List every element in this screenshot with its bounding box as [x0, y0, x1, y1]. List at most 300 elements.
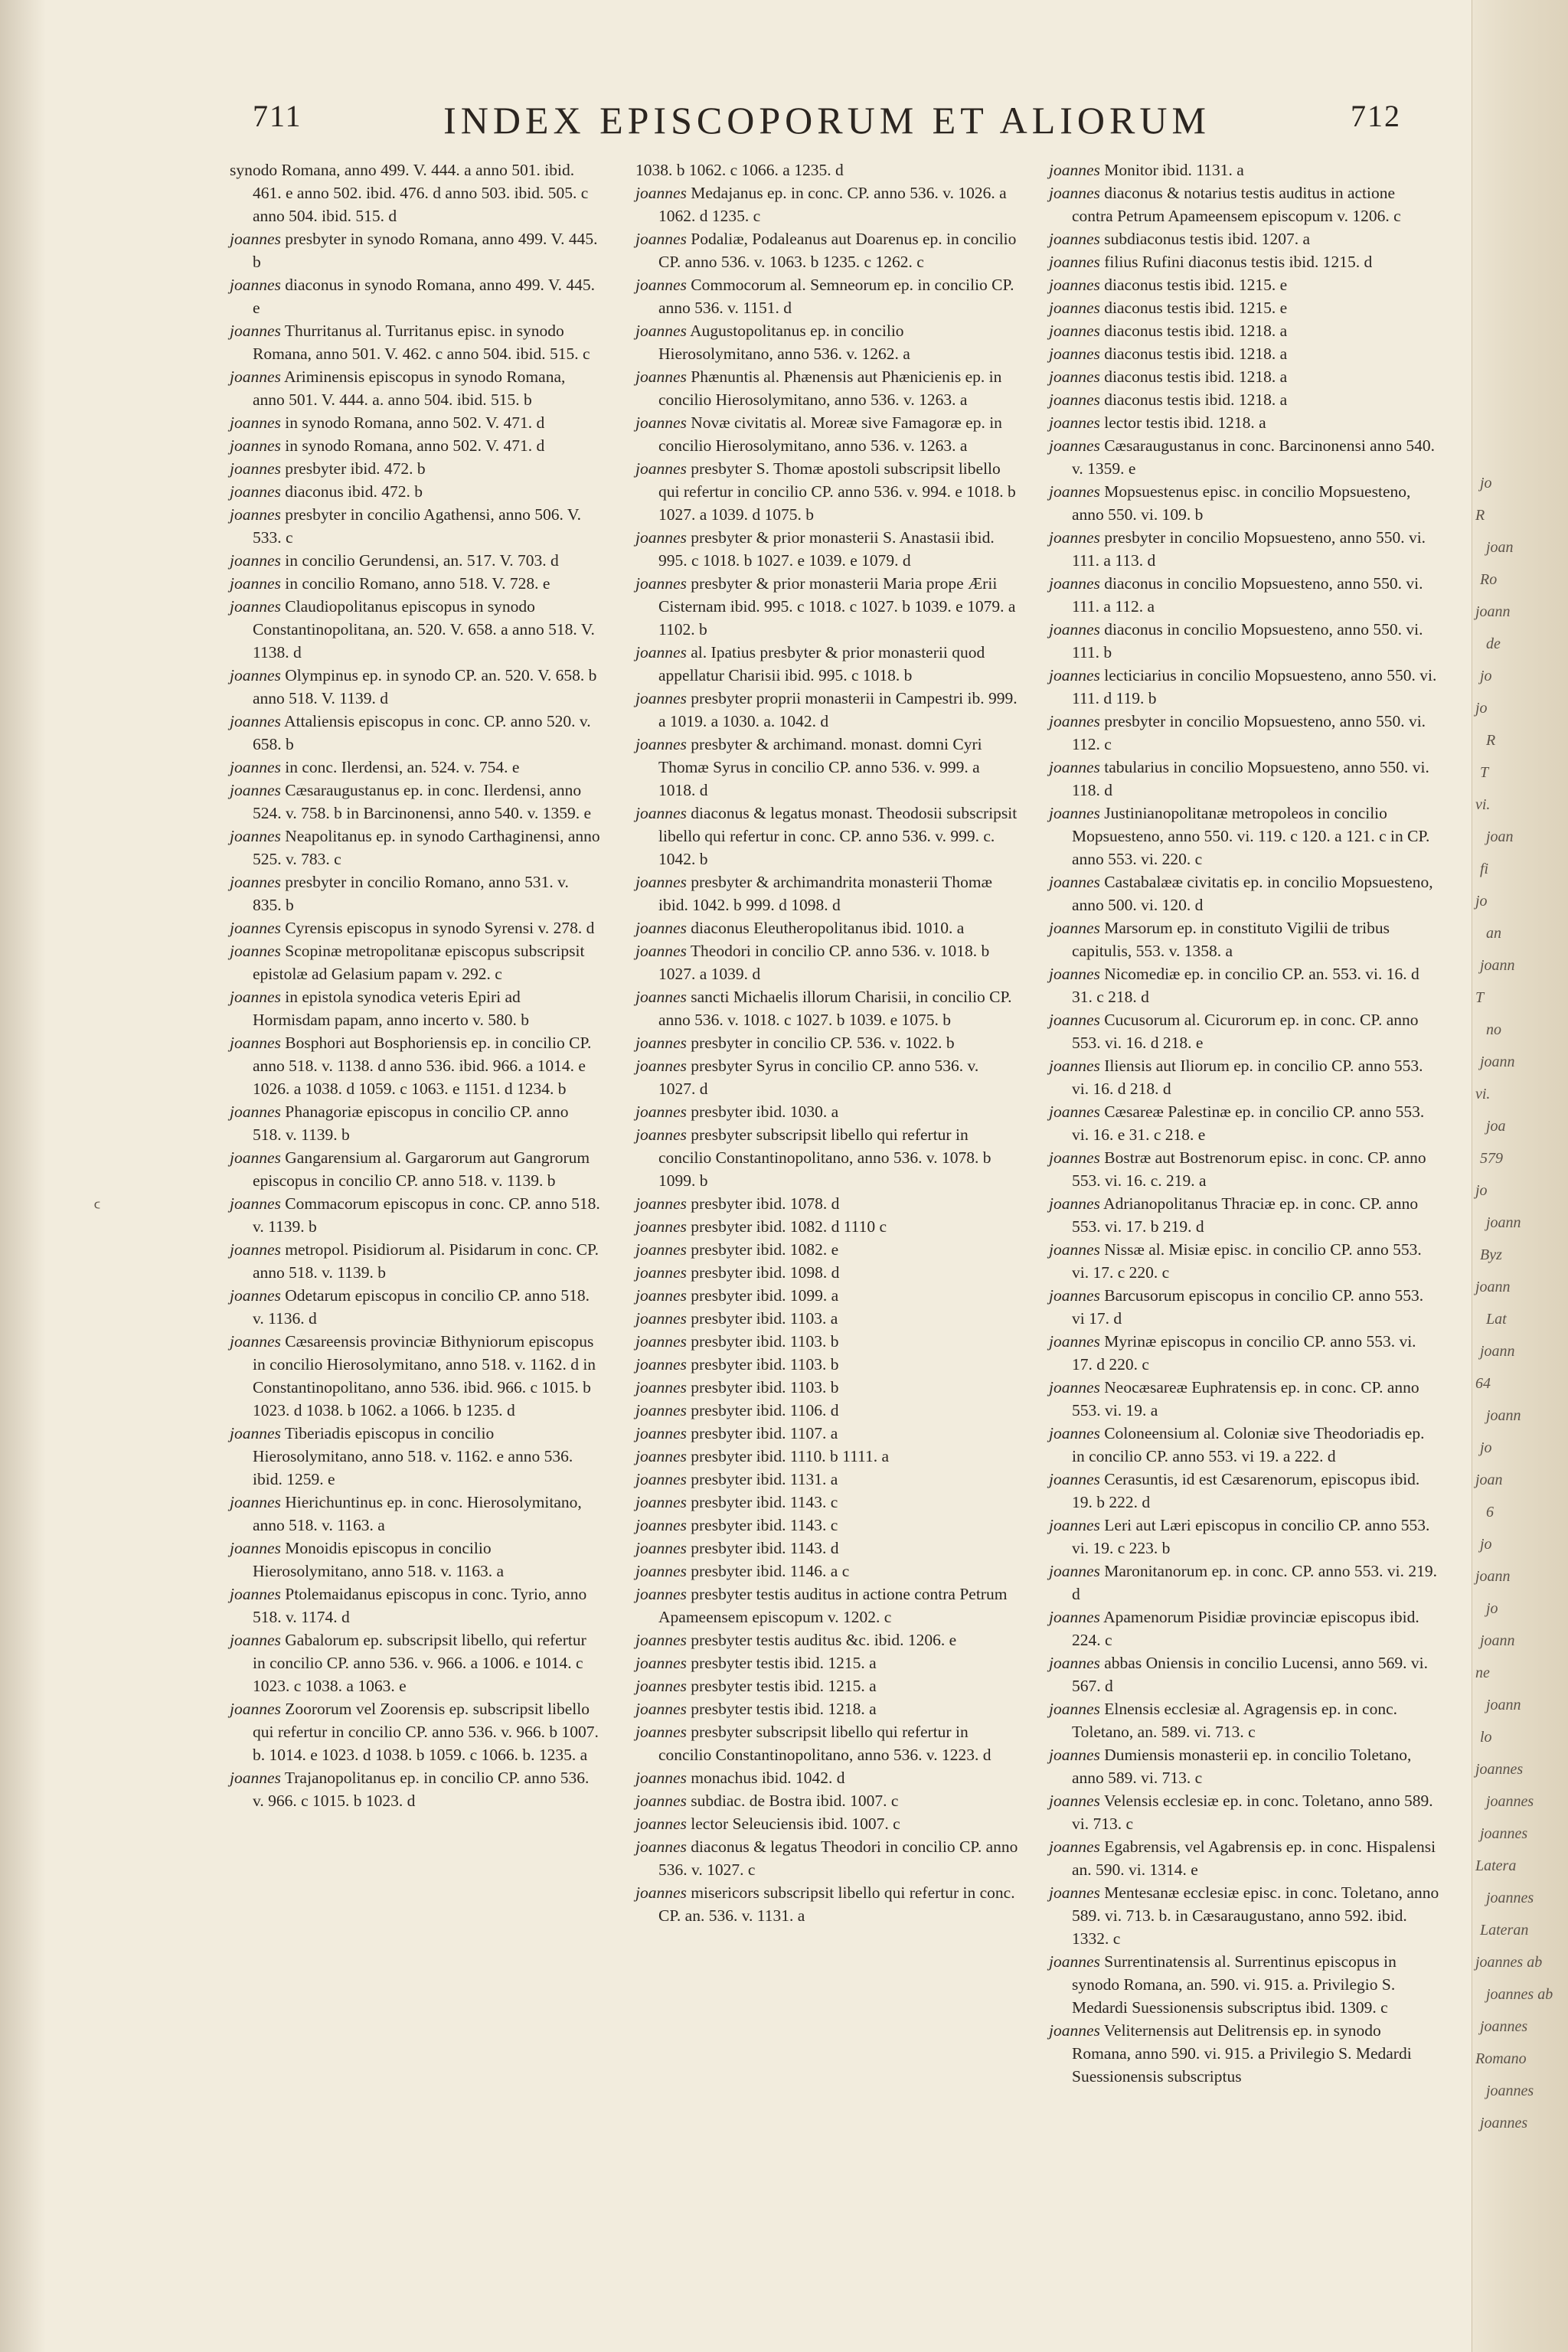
index-entry [1049, 802, 1439, 871]
index-entry [230, 319, 601, 365]
entry-text: presbyter ibid. 1146. a c [691, 1562, 850, 1580]
index-entry [1049, 1376, 1439, 1422]
index-entry [230, 664, 601, 710]
entry-headword: joannes [230, 1286, 281, 1305]
entry-text: presbyter in concilio CP. 536. v. 1022. b [691, 1034, 955, 1052]
entry-headword: joannes [635, 735, 687, 753]
index-entry [230, 916, 601, 939]
index-entry [230, 1146, 601, 1192]
entry-text: presbyter ibid. 472. b [285, 459, 426, 478]
entry-headword: joannes [230, 1194, 281, 1213]
index-entry [635, 733, 1018, 802]
entry-headword: joannes [230, 1631, 281, 1649]
adjacent-page-fragment: vi. [1475, 796, 1491, 813]
adjacent-page-fragment: ne [1475, 1664, 1490, 1681]
entry-text: Cæsaraugustanus ep. in conc. Ilerdensi, anno 524. v. 758. b in Barcinonensi, anno 540. v. 1359. e [253, 781, 592, 822]
entry-text: diaconus Eleutheropolitanus ibid. 1010. a [691, 919, 965, 937]
entry-headword: joannes [1049, 299, 1100, 317]
index-entry [1049, 365, 1439, 388]
entry-text: presbyter in synodo Romana, anno 499. V. 445. b [253, 230, 598, 271]
index-entry [635, 1651, 1018, 1674]
entry-text: presbyter ibid. 1110. b 1111. a [691, 1447, 890, 1465]
entry-headword: joannes [1049, 345, 1100, 363]
entry-headword: joannes [635, 459, 687, 478]
entry-text: Apamenorum Pisidiæ provinciæ episcopus ibid. 224. c [1072, 1608, 1419, 1649]
index-entry [230, 1284, 601, 1330]
entry-text: diaconus testis ibid. 1218. a [1104, 345, 1288, 363]
adjacent-page-fragment: lo [1480, 1729, 1492, 1746]
index-entry [1049, 342, 1439, 365]
index-entry [1049, 319, 1439, 342]
entry-text: Commacorum episcopus in conc. CP. anno 518. v. 1139. b [253, 1194, 600, 1236]
adjacent-page-fragment: Ro [1480, 571, 1498, 588]
index-entry [635, 526, 1018, 572]
adjacent-page-fragment: joa [1486, 1118, 1506, 1135]
index-entry [635, 1330, 1018, 1353]
index-entry [1049, 388, 1439, 411]
entry-headword: joannes [635, 1447, 687, 1465]
entry-text: presbyter testis auditus in actione contra Petrum Apameensem episcopum v. 1202. c [658, 1585, 1008, 1626]
index-entry [635, 1468, 1018, 1491]
index-entry [1049, 158, 1439, 181]
entry-headword: joannes [1049, 390, 1100, 409]
entry-headword: joannes [230, 1332, 281, 1351]
index-entry [230, 549, 601, 572]
entry-headword: joannes [230, 1034, 281, 1052]
entry-text: Adrianopolitanus Thraciæ ep. in conc. CP. anno 553. vi. 17. b 219. d [1072, 1194, 1419, 1236]
index-entry [635, 985, 1018, 1031]
index-entry [635, 1284, 1018, 1307]
adjacent-page-fragment: joannes [1480, 1825, 1528, 1842]
index-entry [230, 572, 601, 595]
entry-headword: joannes [230, 1424, 281, 1442]
entry-headword: joannes [635, 1700, 687, 1718]
index-entry [1049, 1284, 1439, 1330]
entry-text: presbyter ibid. 1078. d [691, 1194, 840, 1213]
entry-headword: joannes [1049, 1654, 1100, 1672]
entry-headword: joannes [635, 230, 687, 248]
entry-headword: joannes [230, 873, 281, 891]
adjacent-page-fragment: joann [1480, 957, 1515, 974]
index-entry [230, 227, 601, 273]
index-entry [230, 1583, 601, 1628]
entry-headword: joannes [635, 1194, 687, 1213]
entry-text: diaconus in synodo Romana, anno 499. V. 445. e [253, 276, 595, 317]
entry-headword: joannes [635, 804, 687, 822]
index-entry [635, 802, 1018, 871]
entry-text: presbyter & prior monasterii S. Anastasii ibid. 995. c 1018. b 1027. e 1039. e 1079. d [658, 528, 995, 570]
adjacent-page-fragment: joannes ab [1486, 1986, 1553, 2003]
entry-text: Neocæsareæ Euphratensis ep. in conc. CP. anno 553. vi. 19. a [1072, 1378, 1419, 1419]
adjacent-page-fragment: T [1480, 764, 1489, 781]
index-entry [1049, 1054, 1439, 1100]
adjacent-page-fragment: Lateran [1480, 1922, 1529, 1939]
entry-headword: joannes [1049, 368, 1100, 386]
entry-headword: joannes [635, 1516, 687, 1534]
index-entry [1049, 1743, 1439, 1789]
entry-text: Maronitanorum ep. in conc. CP. anno 553. vi. 219. d [1072, 1562, 1437, 1603]
index-entry [635, 1812, 1018, 1835]
adjacent-page-fragment: joann [1480, 1632, 1515, 1649]
adjacent-page-fragment: joann [1480, 1054, 1515, 1070]
adjacent-page-fragment: joan [1486, 828, 1514, 845]
entry-headword: joannes [635, 1309, 687, 1328]
index-entry [635, 1422, 1018, 1445]
entry-text: presbyter in concilio Romano, anno 531. v. 835. b [253, 873, 569, 914]
adjacent-page-fragment: joann [1486, 1407, 1521, 1424]
entry-text: diaconus testis ibid. 1218. a [1104, 368, 1288, 386]
index-entry [1049, 1950, 1439, 2019]
index-entry [1049, 1008, 1439, 1054]
entry-text: Odetarum episcopus in concilio CP. anno 518. v. 1136. d [253, 1286, 590, 1328]
entry-headword: joannes [230, 1769, 281, 1787]
index-entry [635, 1491, 1018, 1514]
adjacent-page-fragment: joann [1475, 1279, 1511, 1295]
index-entry [230, 756, 601, 779]
index-entry [1049, 1606, 1439, 1651]
entry-text: Phanagoriæ episcopus in concilio CP. anno 518. v. 1139. b [253, 1102, 569, 1144]
entry-text: Commocorum al. Semneorum ep. in concilio CP. anno 536. v. 1151. d [658, 276, 1014, 317]
entry-text: Thurritanus al. Turritanus episc. in synodo Romana, anno 501. V. 462. c anno 504. ibid. 515. c [253, 322, 590, 363]
entry-text: lector Seleuciensis ibid. 1007. c [691, 1815, 900, 1833]
entry-headword: joannes [635, 1102, 687, 1121]
entry-text: presbyter ibid. 1030. a [691, 1102, 839, 1121]
index-entry [1049, 1146, 1439, 1192]
index-entry [230, 480, 601, 503]
index-entry [230, 595, 601, 664]
index-entry [635, 1238, 1018, 1261]
entry-text: Gangarensium al. Gargarorum aut Gangrorum episcopus in concilio CP. anno 518. v. 1139. b [253, 1148, 590, 1190]
entry-headword: joannes [1049, 574, 1100, 593]
adjacent-page-fragment: joannes ab [1475, 1954, 1543, 1971]
entry-text: diaconus testis ibid. 1215. e [1104, 299, 1288, 317]
adjacent-page-fragment: joannes [1486, 1793, 1534, 1810]
index-entry [1049, 1697, 1439, 1743]
entry-headword: joannes [635, 1883, 687, 1902]
index-entry [230, 365, 601, 411]
entry-text: diaconus & legatus monast. Theodosii subscripsit libello qui refertur in conc. CP. anno 536. v. 999. c. 1042. b [658, 804, 1018, 868]
index-entry [635, 1445, 1018, 1468]
index-entry [635, 641, 1018, 687]
index-entry [635, 1100, 1018, 1123]
entry-text: abbas Oniensis in concilio Lucensi, anno 569. vi. 567. d [1072, 1654, 1429, 1695]
entry-headword: joannes [1049, 873, 1100, 891]
entry-headword: joannes [230, 1240, 281, 1259]
entry-headword: joannes [230, 459, 281, 478]
index-entry [230, 825, 601, 871]
index-entry [230, 503, 601, 549]
entry-text: filius Rufini diaconus testis ibid. 1215. d [1104, 253, 1373, 271]
entry-text: Castabalææ civitatis ep. in concilio Mopsuesteno, anno 500. vi. 120. d [1072, 873, 1433, 914]
entry-headword: joannes [230, 505, 281, 524]
entry-text: Egabrensis, vel Agabrensis ep. in conc. Hispalensi an. 590. vi. 1314. e [1072, 1838, 1436, 1879]
entry-headword: joannes [635, 1562, 687, 1580]
entry-text: presbyter ibid. 1082. e [691, 1240, 839, 1259]
entry-headword: joannes [635, 1723, 687, 1741]
index-entry [1049, 1835, 1439, 1881]
index-entry [1049, 962, 1439, 1008]
entry-text: Podaliæ, Podaleanus aut Doarenus ep. in concilio CP. anno 536. v. 1063. b 1235. c 1262. c [658, 230, 1017, 271]
index-entry [635, 871, 1018, 916]
index-entry [635, 1353, 1018, 1376]
index-entry [635, 1881, 1018, 1927]
index-entry [635, 1583, 1018, 1628]
entry-headword: joannes [230, 230, 281, 248]
adjacent-page-fragment: jo [1480, 1536, 1492, 1553]
entry-text: in epistola synodica veteris Epiri ad Hormisdam papam, anno incerto v. 580. b [253, 988, 530, 1029]
entry-headword: joannes [1049, 1194, 1100, 1213]
index-entry [1049, 227, 1439, 250]
entry-headword: joannes [635, 1332, 687, 1351]
entry-text: lecticiarius in concilio Mopsuesteno, anno 550. vi. 111. d 119. b [1072, 666, 1437, 707]
adjacent-page-fragment: joann [1475, 603, 1511, 620]
running-title: INDEX EPISCOPORUM ET ALIORUM [443, 99, 1210, 142]
index-entry [1049, 871, 1439, 916]
entry-text: in conc. Ilerdensi, an. 524. v. 754. e [285, 758, 520, 776]
index-entry [230, 1031, 601, 1100]
index-entry [1049, 181, 1439, 227]
index-entry [230, 939, 601, 985]
entry-text: presbyter ibid. 1103. b [691, 1378, 839, 1396]
entry-text: presbyter ibid. 1143. c [691, 1493, 838, 1511]
entry-text: monachus ibid. 1042. d [691, 1769, 845, 1787]
entry-headword: joannes [635, 1057, 687, 1075]
adjacent-page-fragment: jo [1475, 700, 1488, 717]
entry-headword: joannes [1049, 1057, 1100, 1075]
margin-mark: ᑦ [93, 1199, 101, 1218]
adjacent-page-fragment: Latera [1475, 1857, 1517, 1874]
index-entry [635, 227, 1018, 273]
entry-text: Cæsareensis provinciæ Bithyniorum episcopus in concilio Hierosolymitano, anno 518. v. 1162. d in Constantinopolitano, anno 536. ibid. 966. c 1015. b 1023. d 1038. b 1062. a 1066. b 1235. d [253, 1332, 596, 1419]
entry-text: presbyter in concilio Mopsuesteno, anno 550. vi. 112. c [1072, 712, 1426, 753]
adjacent-page-fragment: Romano [1475, 2050, 1527, 2067]
index-entry [635, 1031, 1018, 1054]
entry-headword: joannes [1049, 1700, 1100, 1718]
adjacent-page-fragments [1472, 0, 1568, 2352]
index-entry [1049, 1514, 1439, 1560]
entry-text: sancti Michaelis illorum Charisii, in concilio CP. anno 536. v. 1018. c 1027. b 1039. e 1075. b [658, 988, 1012, 1029]
entry-headword: joannes [230, 413, 281, 432]
entry-text: presbyter S. Thomæ apostoli subscripsit libello qui refertur in concilio CP. anno 536. v. 994. e 1018. b 1027. a 1039. d 1075. b [658, 459, 1016, 524]
entry-text: Mopsuestenus episc. in concilio Mopsuesteno, anno 550. vi. 109. b [1072, 482, 1411, 524]
entry-headword: joannes [635, 1654, 687, 1672]
entry-text: presbyter ibid. 1082. d 1110 c [691, 1217, 887, 1236]
entry-text: Justinianopolitanæ metropoleos in concilio Mopsuesteno, anno 550. vi. 119. c 120. a 121. c in CP. anno 553. vi. 220. c [1072, 804, 1430, 868]
entry-text: presbyter ibid. 1131. a [691, 1470, 838, 1488]
entry-text: Augustopolitanus ep. in concilio Hierosolymitano, anno 536. v. 1262. a [658, 322, 910, 363]
page-header [253, 98, 1401, 159]
entry-headword: joannes [1049, 1838, 1100, 1856]
adjacent-page-fragment: jo [1486, 1600, 1498, 1617]
entry-headword: joannes [1049, 1608, 1100, 1626]
index-entry [635, 1697, 1018, 1720]
entry-headword: joannes [1049, 230, 1100, 248]
adjacent-page-fragment: fi [1480, 861, 1489, 877]
entry-headword: joannes [230, 482, 281, 501]
entry-headword: joannes [1049, 436, 1100, 455]
index-entry [635, 1261, 1018, 1284]
entry-text: Neapolitanus ep. in synodo Carthaginensi, anno 525. v. 783. c [253, 827, 600, 868]
index-entry [230, 273, 601, 319]
entry-headword: joannes [1049, 712, 1100, 730]
entry-headword: joannes [1049, 1424, 1100, 1442]
entry-headword: joannes [1049, 1516, 1100, 1534]
index-entry [635, 365, 1018, 411]
left-page-number: 711 [253, 99, 302, 133]
index-entry [230, 1697, 601, 1766]
adjacent-page-fragment: jo [1480, 668, 1492, 684]
entry-headword: joannes [1049, 1746, 1100, 1764]
index-entry [635, 1720, 1018, 1766]
index-entry [230, 779, 601, 825]
entry-headword: joannes [635, 1424, 687, 1442]
index-entry [1049, 1560, 1439, 1606]
index-column-2 [635, 158, 1018, 1927]
index-entry [1049, 1330, 1439, 1376]
entry-text: presbyter & archimandrita monasterii Thomæ ibid. 1042. b 999. d 1098. d [658, 873, 992, 914]
index-entry [1049, 572, 1439, 618]
entry-text: presbyter proprii monasterii in Campestri ib. 999. a 1019. a 1030. a. 1042. d [658, 689, 1018, 730]
index-entry [635, 1307, 1018, 1330]
entry-text: misericors subscripsit libello qui refertur in conc. CP. an. 536. v. 1131. a [658, 1883, 1015, 1925]
entry-headword: joannes [230, 1585, 281, 1603]
entry-text: Medajanus ep. in conc. CP. anno 536. v. 1026. a 1062. d 1235. c [658, 184, 1007, 225]
entry-text: Elnensis ecclesiæ al. Agragensis ep. in conc. Toletano, an. 589. vi. 713. c [1072, 1700, 1397, 1741]
entry-text: synodo Romana, anno 499. V. 444. a anno 501. ibid. 461. e anno 502. ibid. 476. d anno 503. ibid. 505. c anno 504. ibid. 515. d [230, 161, 589, 225]
entry-text: Cæsaraugustanus in conc. Barcinonensi anno 540. v. 1359. e [1072, 436, 1435, 478]
index-entry [635, 1835, 1018, 1881]
entry-text: presbyter testis ibid. 1218. a [691, 1700, 877, 1718]
entry-headword: joannes [635, 1355, 687, 1374]
entry-headword: joannes [1049, 620, 1100, 639]
entry-text: Bostræ aut Bostrenorum episc. in conc. CP. anno 553. vi. 16. c. 219. a [1072, 1148, 1426, 1190]
entry-headword: joannes [230, 712, 281, 730]
adjacent-page-fragment: R [1475, 507, 1485, 524]
entry-headword: joannes [635, 1401, 687, 1419]
index-entry [230, 158, 601, 227]
index-entry [230, 1491, 601, 1537]
entry-text: al. Ipatius presbyter & prior monasterii quod appellatur Charisii ibid. 995. c 1018. b [658, 643, 985, 684]
entry-text: presbyter testis auditus &c. ibid. 1206. e [691, 1631, 957, 1649]
index-entry [230, 871, 601, 916]
adjacent-page-fragment: joannes [1480, 2018, 1528, 2035]
entry-headword: joannes [1049, 1792, 1100, 1810]
entry-headword: joannes [230, 368, 281, 386]
entry-headword: joannes [1049, 1562, 1100, 1580]
entry-text: Theodori in concilio CP. anno 536. v. 1018. b 1027. a 1039. d [658, 942, 990, 983]
entry-headword: joannes [1049, 1240, 1100, 1259]
entry-headword: joannes [1049, 804, 1100, 822]
adjacent-page-fragment: joan [1486, 539, 1514, 556]
entry-text: presbyter ibid. 1143. d [691, 1539, 839, 1557]
adjacent-page-fragment: no [1486, 1021, 1501, 1038]
entry-text: Trajanopolitanus ep. in concilio CP. anno 536. v. 966. c 1015. b 1023. d [253, 1769, 590, 1810]
adjacent-page-fragment: joannes [1475, 1761, 1524, 1778]
index-entry [1049, 1881, 1439, 1950]
entry-headword: joannes [1049, 1378, 1100, 1396]
index-entry [635, 1628, 1018, 1651]
entry-text: Veliternensis aut Delitrensis ep. in synodo Romana, anno 590. vi. 915. a Privilegio S. Medardi Suessionensis subscriptus [1072, 2021, 1412, 2086]
index-entry [635, 158, 1018, 181]
adjacent-page-fragment: 64 [1475, 1375, 1491, 1392]
entry-headword: joannes [635, 1034, 687, 1052]
adjacent-page-fragment: de [1486, 635, 1501, 652]
index-entry [1049, 1468, 1439, 1514]
index-entry [635, 319, 1018, 365]
entry-headword: joannes [635, 528, 687, 547]
entry-headword: joannes [230, 988, 281, 1006]
entry-headword: joannes [635, 322, 687, 340]
index-entry [230, 1330, 601, 1422]
entry-text: Mentesanæ ecclesiæ episc. in conc. Toletano, anno 589. vi. 713. b. in Cæsaraugustano, anno 592. ibid. 1332. c [1072, 1883, 1439, 1948]
entry-headword: joannes [635, 413, 687, 432]
entry-headword: joannes [635, 1240, 687, 1259]
index-entry [1049, 434, 1439, 480]
entry-text: diaconus in concilio Mopsuesteno, anno 550. vi. 111. b [1072, 620, 1423, 662]
entry-headword: joannes [635, 1769, 687, 1787]
entry-text: presbyter ibid. 1103. a [691, 1309, 838, 1328]
entry-headword: joannes [635, 689, 687, 707]
index-entry [635, 1789, 1018, 1812]
entry-text: diaconus ibid. 472. b [285, 482, 423, 501]
index-entry [230, 985, 601, 1031]
entry-headword: joannes [230, 1102, 281, 1121]
index-entry [1049, 480, 1439, 526]
index-entry [635, 1766, 1018, 1789]
entry-headword: joannes [635, 574, 687, 593]
entry-text: diaconus & notarius testis auditus in actione contra Petrum Apameensem episcopum v. 1206. c [1072, 184, 1401, 225]
entry-headword: joannes [1049, 965, 1100, 983]
entry-headword: joannes [635, 1585, 687, 1603]
entry-text: presbyter in concilio Agathensi, anno 506. V. 533. c [253, 505, 582, 547]
entry-headword: joannes [635, 942, 687, 960]
adjacent-page-fragment: joan [1475, 1472, 1503, 1488]
entry-text: Ptolemaidanus episcopus in conc. Tyrio, anno 518. v. 1174. d [253, 1585, 587, 1626]
entry-headword: joannes [230, 1539, 281, 1557]
entry-text: presbyter Syrus in concilio CP. anno 536. v. 1027. d [658, 1057, 979, 1098]
entry-text: presbyter testis ibid. 1215. a [691, 1677, 877, 1695]
index-column-3 [1049, 158, 1439, 2088]
entry-headword: joannes [230, 827, 281, 845]
adjacent-page-fragment: joann [1475, 1568, 1511, 1585]
entry-text: diaconus in concilio Mopsuesteno, anno 550. vi. 111. a 112. a [1072, 574, 1423, 616]
entry-text: Velensis ecclesiæ ep. in conc. Toletano, anno 589. vi. 713. c [1072, 1792, 1433, 1833]
entry-text: presbyter ibid. 1103. b [691, 1332, 839, 1351]
entry-text: Nicomediæ ep. in concilio CP. an. 553. vi. 16. d 31. c 218. d [1072, 965, 1419, 1006]
entry-headword: joannes [1049, 322, 1100, 340]
entry-text: Novæ civitatis al. Moreæ sive Famagoræ ep. in concilio Hierosolymitano, anno 536. v. 1263. a [658, 413, 1002, 455]
entry-headword: joannes [1049, 161, 1100, 179]
index-entry [635, 181, 1018, 227]
entry-headword: joannes [1049, 1952, 1100, 1971]
index-entry [1049, 296, 1439, 319]
entry-text: in concilio Gerundensi, an. 517. V. 703. d [285, 551, 559, 570]
entry-headword: joannes [635, 873, 687, 891]
adjacent-page-fragment: 6 [1486, 1504, 1494, 1521]
entry-text: Gabalorum ep. subscripsit libello, qui refertur in concilio CP. anno 536. v. 966. a 1006. e 1014. c 1023. c 1038. a 1063. e [253, 1631, 586, 1695]
index-entry [1049, 1422, 1439, 1468]
index-entry [1049, 916, 1439, 962]
entry-text: Iliensis aut Iliorum ep. in concilio CP. anno 553. vi. 16. d 218. d [1072, 1057, 1423, 1098]
entry-headword: joannes [635, 1125, 687, 1144]
entry-headword: joannes [1049, 413, 1100, 432]
entry-text: Cucusorum al. Cicurorum ep. in conc. CP. anno 553. vi. 16. d 218. e [1072, 1011, 1419, 1052]
index-entry [635, 939, 1018, 985]
entry-headword: joannes [1049, 276, 1100, 294]
entry-text: subdiaconus testis ibid. 1207. a [1104, 230, 1310, 248]
entry-headword: joannes [1049, 2021, 1100, 2040]
entry-headword: joannes [635, 643, 687, 662]
